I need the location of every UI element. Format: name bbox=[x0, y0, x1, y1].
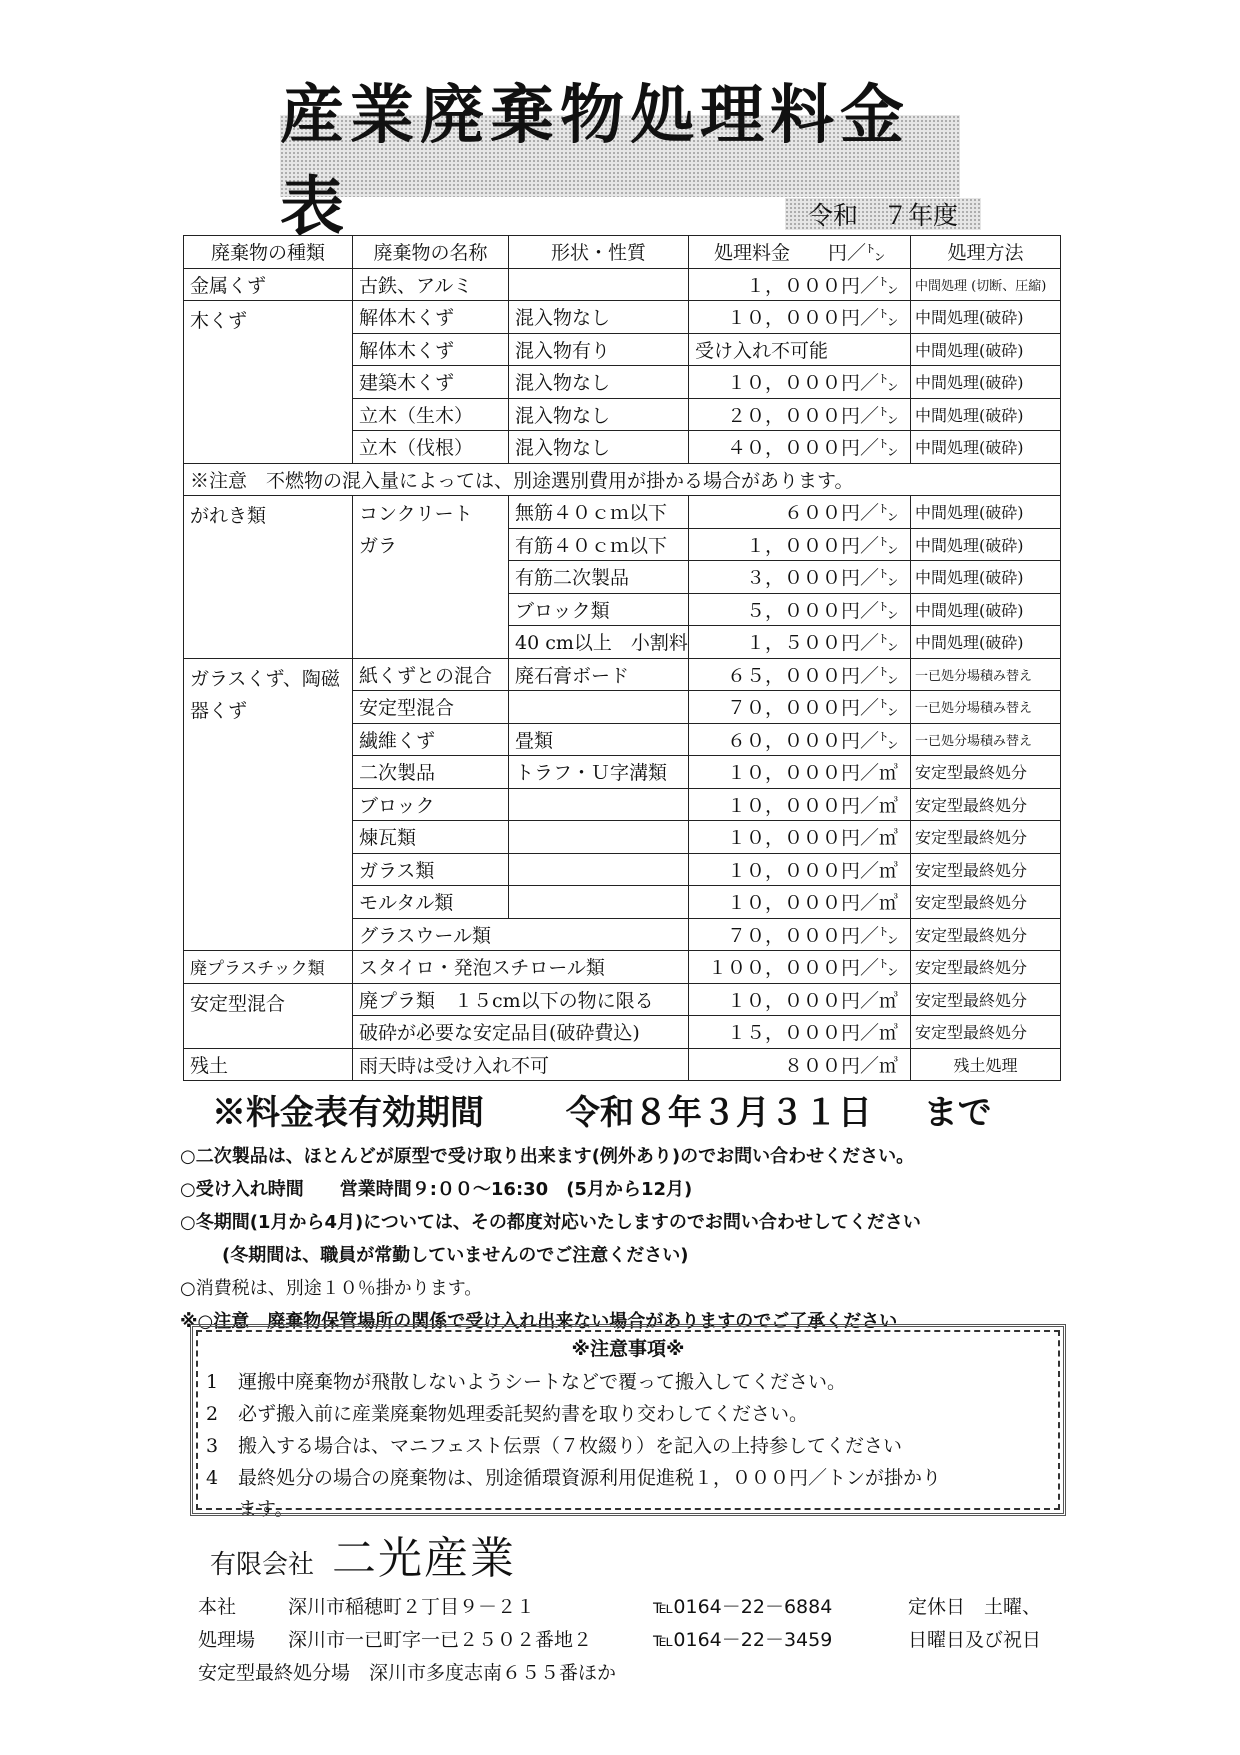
waste-property: 混入物なし bbox=[509, 431, 689, 464]
caution-item-text: 最終処分の場合の廃棄物は、別途循環資源利用促進税１，０００円／トンが掛かり bbox=[238, 1467, 942, 1489]
fee-value: １０，０００円／㎥ bbox=[689, 853, 911, 886]
fee-value: ８００円／㎥ bbox=[689, 1048, 911, 1081]
caution-item-continuation: ます。 bbox=[238, 1498, 294, 1520]
validity-until: まで bbox=[923, 1093, 992, 1133]
fee-value: １０，０００円／㌧ bbox=[689, 301, 911, 334]
table-header-row bbox=[184, 236, 1061, 269]
method-value: 中間処理(破砕) bbox=[911, 561, 1061, 594]
fee-value: ７０，０００円／㌧ bbox=[689, 691, 911, 724]
fee-value: ３，０００円／㌧ bbox=[689, 561, 911, 594]
caution-box bbox=[196, 1330, 1060, 1520]
waste-property: 混入物なし bbox=[509, 366, 689, 399]
hq-label: 本社 bbox=[198, 1596, 237, 1618]
plant-phone: ℡0164－22－3459 bbox=[653, 1629, 833, 1651]
method-value: 中間処理(破砕) bbox=[911, 431, 1061, 464]
fee-value: ６００円／㌧ bbox=[689, 496, 911, 529]
header-fee: 処理料金 円／㌧ bbox=[689, 236, 911, 269]
method-value: 安定型最終処分 bbox=[911, 1016, 1061, 1049]
fee-value: １０，０００円／㎥ bbox=[689, 821, 911, 854]
fee-value: １０，０００円／㎥ bbox=[689, 983, 911, 1016]
waste-name: グラスウール類 bbox=[353, 918, 689, 951]
method-value: 安定型最終処分 bbox=[911, 853, 1061, 886]
fee-value: ４０，０００円／㌧ bbox=[689, 431, 911, 464]
method-value: 安定型最終処分 bbox=[911, 983, 1061, 1016]
company-kind: 有限会社 bbox=[210, 1550, 315, 1580]
header-property: 形状・性質 bbox=[509, 236, 689, 269]
closed-days: 定休日 土曜、 bbox=[908, 1596, 1042, 1618]
fee-value: １，０００円／㌧ bbox=[689, 268, 911, 301]
waste-name: ブロック bbox=[353, 788, 509, 821]
waste-type: 安定型混合 bbox=[184, 983, 353, 1048]
method-value: 一已処分場積み替え bbox=[911, 658, 1061, 691]
validity-period bbox=[212, 1085, 992, 1134]
method-value: 中間処理(破砕) bbox=[911, 496, 1061, 529]
header-method: 処理方法 bbox=[911, 236, 1061, 269]
waste-property: 畳類 bbox=[509, 723, 689, 756]
method-value: 一已処分場積み替え bbox=[911, 723, 1061, 756]
waste-name: 繊維くず bbox=[353, 723, 509, 756]
table-row bbox=[184, 983, 1061, 1016]
waste-property bbox=[509, 268, 689, 301]
waste-name: 二次製品 bbox=[353, 756, 509, 789]
validity-date: 令和８年３月３１日 bbox=[565, 1093, 872, 1133]
waste-property: 有筋４０ｃｍ以下 bbox=[509, 528, 689, 561]
hq-address: 深川市稲穂町２丁目９－２１ bbox=[288, 1596, 536, 1618]
method-value: 安定型最終処分 bbox=[911, 756, 1061, 789]
caution-item-number: 1 bbox=[206, 1371, 219, 1393]
page-title: 産業廃棄物処理料金表 bbox=[280, 78, 910, 245]
waste-name: 立木（伐根） bbox=[353, 431, 509, 464]
waste-type: 残土 bbox=[184, 1048, 353, 1081]
fee-value: ６０，０００円／㌧ bbox=[689, 723, 911, 756]
plant-label: 処理場 bbox=[198, 1629, 256, 1651]
waste-name: 紙くずとの混合 bbox=[353, 658, 509, 691]
table-row bbox=[184, 951, 1061, 984]
method-value: 中間処理(破砕) bbox=[911, 366, 1061, 399]
caution-item-text: 必ず搬入前に産業廃棄物処理委託契約書を取り交わしてください。 bbox=[238, 1403, 809, 1425]
caution-item bbox=[198, 1462, 1058, 1494]
caution-item bbox=[198, 1398, 1058, 1430]
method-value: 中間処理 (切断、圧縮) bbox=[911, 268, 1061, 301]
waste-property: 混入物なし bbox=[509, 301, 689, 334]
company-name bbox=[210, 1522, 516, 1586]
fee-value: １，５００円／㌧ bbox=[689, 626, 911, 659]
validity-label: ※料金表有効期間 bbox=[212, 1093, 484, 1133]
table-row bbox=[184, 268, 1061, 301]
method-value: 残土処理 bbox=[911, 1048, 1061, 1081]
table-row bbox=[184, 496, 1061, 529]
fee-value: ２０，０００円／㌧ bbox=[689, 398, 911, 431]
waste-name: 破砕が必要な安定品目(破砕費込) bbox=[353, 1016, 689, 1049]
waste-name: 安定型混合 bbox=[353, 691, 509, 724]
header-type: 廃棄物の種類 bbox=[184, 236, 353, 269]
waste-property bbox=[509, 788, 689, 821]
waste-property bbox=[509, 853, 689, 886]
waste-property: 無筋４０ｃｍ以下 bbox=[509, 496, 689, 529]
fee-value: ６５，０００円／㌧ bbox=[689, 658, 911, 691]
waste-name: 立木（生木） bbox=[353, 398, 509, 431]
waste-type: 廃プラスチック類 bbox=[184, 951, 353, 984]
waste-name: 廃プラ類 １５cm以下の物に限る bbox=[353, 983, 689, 1016]
hq-phone: ℡0164－22－6884 bbox=[653, 1596, 833, 1618]
fee-value: １００，０００円／㌧ bbox=[689, 951, 911, 984]
waste-property bbox=[509, 691, 689, 724]
method-value: 安定型最終処分 bbox=[911, 918, 1061, 951]
company-title: 二光産業 bbox=[332, 1533, 517, 1584]
note-item: (冬期間は、職員が常勤していませんのでご注意ください) bbox=[222, 1245, 689, 1266]
sorting-fee-note: ※注意 不燃物の混入量によっては、別途選別費用が掛かる場合があります。 bbox=[184, 463, 1061, 496]
fee-value: ５，０００円／㌧ bbox=[689, 593, 911, 626]
waste-property: 混入物有り bbox=[509, 333, 689, 366]
table-row bbox=[184, 301, 1061, 334]
method-value: 安定型最終処分 bbox=[911, 886, 1061, 919]
waste-name-empty bbox=[353, 561, 509, 594]
table-row bbox=[184, 1048, 1061, 1081]
waste-name: 解体木くず bbox=[353, 333, 509, 366]
waste-property: ブロック類 bbox=[509, 593, 689, 626]
waste-name: スタイロ・発泡スチロール類 bbox=[353, 951, 689, 984]
fiscal-year-label: 令和 ７年度 bbox=[785, 198, 981, 230]
fee-value: １５，０００円／㎥ bbox=[689, 1016, 911, 1049]
caution-item-number: 2 bbox=[206, 1403, 219, 1425]
waste-type: がれき類 bbox=[184, 496, 353, 659]
caution-item-number: 4 bbox=[206, 1467, 219, 1489]
waste-property bbox=[509, 821, 689, 854]
method-value: 中間処理(破砕) bbox=[911, 398, 1061, 431]
caution-item bbox=[198, 1366, 1058, 1398]
fee-value: １，０００円／㌧ bbox=[689, 528, 911, 561]
caution-item bbox=[198, 1430, 1058, 1462]
header-name: 廃棄物の名称 bbox=[353, 236, 509, 269]
method-value: 安定型最終処分 bbox=[911, 951, 1061, 984]
caution-item-text: 搬入する場合は、マニフェスト伝票（７枚綴り）を記入の上持参してください bbox=[238, 1435, 903, 1457]
closed-days-2: 日曜日及び祝日 bbox=[908, 1629, 1042, 1651]
method-value: 中間処理(破砕) bbox=[911, 626, 1061, 659]
waste-name: ガラス類 bbox=[353, 853, 509, 886]
note-item: ○二次製品は、ほとんどが原型で受け取り出来ます(例外あり)のでお問い合わせください。 bbox=[180, 1146, 915, 1167]
method-value: 安定型最終処分 bbox=[911, 821, 1061, 854]
waste-property: 混入物なし bbox=[509, 398, 689, 431]
waste-name-empty bbox=[353, 626, 509, 659]
method-value: 中間処理(破砕) bbox=[911, 333, 1061, 366]
waste-name: 解体木くず bbox=[353, 301, 509, 334]
waste-property: 40 cm以上 小割料 bbox=[509, 626, 689, 659]
fee-value: １０，０００円／㌧ bbox=[689, 366, 911, 399]
waste-property: トラフ・Ｕ字溝類 bbox=[509, 756, 689, 789]
notes-list bbox=[180, 1140, 1080, 1338]
waste-type: ガラスくず、陶磁器くず bbox=[184, 658, 353, 951]
method-value: 中間処理(破砕) bbox=[911, 528, 1061, 561]
waste-name: 雨天時は受け入れ不可 bbox=[353, 1048, 689, 1081]
waste-type: 木くず bbox=[184, 301, 353, 464]
waste-name: モルタル類 bbox=[353, 886, 509, 919]
landfill-line: 安定型最終処分場 深川市多度志南６５５番ほか bbox=[198, 1662, 617, 1684]
note-item: ○消費税は、別途１０％掛かります。 bbox=[180, 1278, 483, 1299]
hq-address-line bbox=[198, 1592, 1041, 1619]
waste-type: 金属くず bbox=[184, 268, 353, 301]
fee-value: 受け入れ不可能 bbox=[689, 333, 911, 366]
waste-property: 有筋二次製品 bbox=[509, 561, 689, 594]
method-value: 中間処理(破砕) bbox=[911, 593, 1061, 626]
waste-name-empty bbox=[353, 593, 509, 626]
table-row bbox=[184, 658, 1061, 691]
method-value: 中間処理(破砕) bbox=[911, 301, 1061, 334]
fee-value: ７０，０００円／㌧ bbox=[689, 918, 911, 951]
note-item: ○受け入れ時間 営業時間９:００～16:30 (5月から12月) bbox=[180, 1179, 693, 1200]
caution-item-text: 運搬中廃棄物が飛散しないようシートなどで覆って搬入してください。 bbox=[238, 1371, 847, 1393]
fee-table bbox=[183, 235, 1061, 1081]
method-value: 一已処分場積み替え bbox=[911, 691, 1061, 724]
plant-address-line bbox=[198, 1625, 1041, 1652]
waste-name: 古鉄、アルミ bbox=[353, 268, 509, 301]
fee-value: １０，０００円／㎥ bbox=[689, 788, 911, 821]
waste-name: ガラ bbox=[353, 528, 509, 561]
caution-title: ※注意事項※ bbox=[571, 1338, 685, 1360]
waste-name: コンクリート bbox=[353, 496, 509, 529]
note-item: ○冬期間(1月から4月)については、その都度対応いたしますのでお問い合わせしてください bbox=[180, 1212, 921, 1233]
fee-value: １０，０００円／㎥ bbox=[689, 886, 911, 919]
plant-address: 深川市一已町字一已２５０２番地２ bbox=[288, 1629, 593, 1651]
waste-name: 建築木くず bbox=[353, 366, 509, 399]
method-value: 安定型最終処分 bbox=[911, 788, 1061, 821]
note-item: ※○注意 廃棄物保管場所の関係で受け入れ出来ない場合がありますのでご了承ください bbox=[180, 1311, 898, 1332]
waste-property bbox=[509, 886, 689, 919]
caution-item-number: 3 bbox=[206, 1435, 219, 1457]
table-note-row bbox=[184, 463, 1061, 496]
fee-value: １０，０００円／㎥ bbox=[689, 756, 911, 789]
waste-name: 煉瓦類 bbox=[353, 821, 509, 854]
waste-property: 廃石膏ボード bbox=[509, 658, 689, 691]
